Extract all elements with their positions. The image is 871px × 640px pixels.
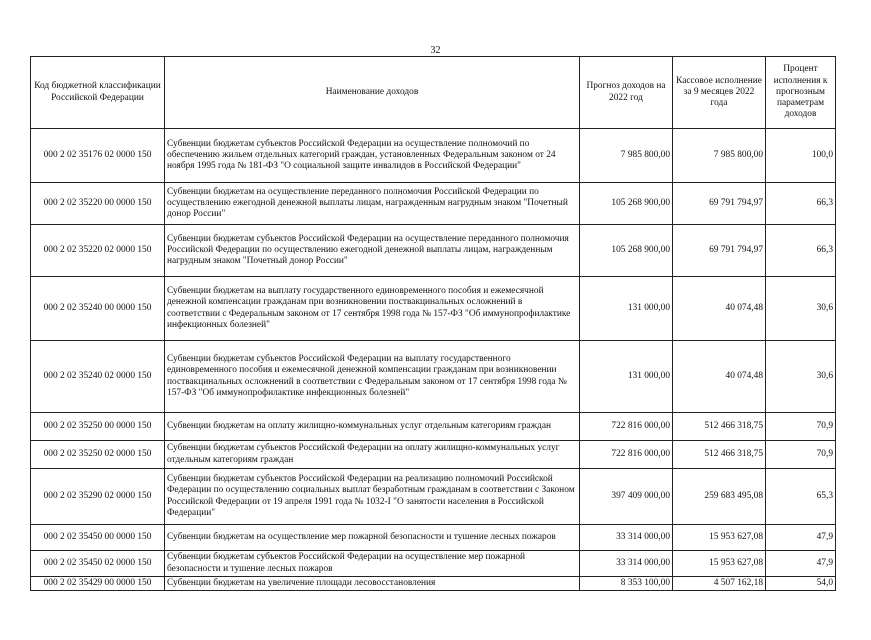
cell-code: 000 2 02 35450 02 0000 150 bbox=[31, 551, 165, 577]
cell-code: 000 2 02 35240 00 0000 150 bbox=[31, 277, 165, 341]
table-header-row bbox=[31, 57, 836, 129]
cell-execution: 7 985 800,00 bbox=[673, 129, 766, 183]
cell-execution: 15 953 627,08 bbox=[673, 525, 766, 551]
header-name: Наименование доходов bbox=[165, 57, 580, 129]
cell-execution: 69 791 794,97 bbox=[673, 183, 766, 225]
table-row bbox=[31, 129, 836, 183]
cell-forecast: 33 314 000,00 bbox=[580, 525, 673, 551]
table-row bbox=[31, 577, 836, 591]
cell-forecast: 131 000,00 bbox=[580, 277, 673, 341]
cell-code: 000 2 02 35450 00 0000 150 bbox=[31, 525, 165, 551]
cell-percent: 100,0 bbox=[766, 129, 836, 183]
table-row bbox=[31, 183, 836, 225]
cell-execution: 512 466 318,75 bbox=[673, 413, 766, 441]
cell-code: 000 2 02 35429 00 0000 150 bbox=[31, 577, 165, 591]
table-row bbox=[31, 525, 836, 551]
cell-percent: 70,9 bbox=[766, 413, 836, 441]
header-execution: Кассовое исполнение за 9 месяцев 2022 года bbox=[673, 57, 766, 129]
header-percent: Процент исполнения к прогнозным параметрам доходов bbox=[766, 57, 836, 129]
cell-execution: 40 074,48 bbox=[673, 341, 766, 413]
cell-execution: 40 074,48 bbox=[673, 277, 766, 341]
cell-name: Субвенции бюджетам субъектов Российской Федерации на осуществление мер пожарной безопасности и тушение лесных пожаров bbox=[165, 551, 580, 577]
table-row bbox=[31, 469, 836, 525]
cell-execution: 512 466 318,75 bbox=[673, 441, 766, 469]
header-code: Код бюджетной классификации Российской Федерации bbox=[31, 57, 165, 129]
cell-code: 000 2 02 35220 02 0000 150 bbox=[31, 225, 165, 277]
cell-forecast: 397 409 000,00 bbox=[580, 469, 673, 525]
cell-execution: 15 953 627,08 bbox=[673, 551, 766, 577]
cell-execution: 4 507 162,18 bbox=[673, 577, 766, 591]
cell-name: Субвенции бюджетам на увеличение площади лесовосстановления bbox=[165, 577, 580, 591]
cell-percent: 47,9 bbox=[766, 525, 836, 551]
cell-name: Субвенции бюджетам на выплату государственного единовременного пособия и ежемесячной денежной компенсации гражданам при возникновении поствакцинальных осложнений в соответствии с Федеральным законом от 17 сентября 1998 года № 157-ФЗ "Об иммунопрофилактике инфекционных болезней" bbox=[165, 277, 580, 341]
cell-percent: 47,9 bbox=[766, 551, 836, 577]
cell-forecast: 722 816 000,00 bbox=[580, 413, 673, 441]
table-row bbox=[31, 277, 836, 341]
cell-forecast: 7 985 800,00 bbox=[580, 129, 673, 183]
table-row bbox=[31, 225, 836, 277]
cell-execution: 259 683 495,08 bbox=[673, 469, 766, 525]
cell-code: 000 2 02 35250 00 0000 150 bbox=[31, 413, 165, 441]
cell-name: Субвенции бюджетам субъектов Российской Федерации на реализацию полномочий Российской Федерации по осуществлению социальных выплат безработным гражданам в соответствии с Законом Российской Федерации от 19 апреля 1991 года № 1032-I "О занятости населения в Российской Федерации" bbox=[165, 469, 580, 525]
cell-forecast: 8 353 100,00 bbox=[580, 577, 673, 591]
cell-name: Субвенции бюджетам субъектов Российской Федерации на выплату государственного единовременного пособия и ежемесячной денежной компенсации гражданам при возникновении поствакцинальных осложнений в соответствии с Федеральным законом от 17 сентября 1998 года № 157-ФЗ "Об иммунопрофилактике инфекционных болезней" bbox=[165, 341, 580, 413]
cell-forecast: 131 000,00 bbox=[580, 341, 673, 413]
revenue-table bbox=[30, 56, 836, 591]
cell-forecast: 105 268 900,00 bbox=[580, 183, 673, 225]
cell-execution: 69 791 794,97 bbox=[673, 225, 766, 277]
cell-code: 000 2 02 35290 02 0000 150 bbox=[31, 469, 165, 525]
cell-name: Субвенции бюджетам на осуществление мер пожарной безопасности и тушение лесных пожаров bbox=[165, 525, 580, 551]
cell-percent: 54,0 bbox=[766, 577, 836, 591]
header-forecast: Прогноз доходов на 2022 год bbox=[580, 57, 673, 129]
cell-name: Субвенции бюджетам субъектов Российской Федерации на осуществление полномочий по обеспечению жильем отдельных категорий граждан, установленных Федеральным законом от 24 ноября 1995 года № 181-ФЗ "О социальной защите инвалидов в Российской Федерации" bbox=[165, 129, 580, 183]
cell-percent: 66,3 bbox=[766, 183, 836, 225]
cell-percent: 30,6 bbox=[766, 341, 836, 413]
cell-name: Субвенции бюджетам на оплату жилищно-коммунальных услуг отдельным категориям граждан bbox=[165, 413, 580, 441]
cell-name: Субвенции бюджетам субъектов Российской Федерации на осуществление переданного полномочия Российской Федерации по осуществлению ежегодной денежной выплаты лицам, награжденным нагрудным знаком "Почетный донор России" bbox=[165, 225, 580, 277]
cell-forecast: 33 314 000,00 bbox=[580, 551, 673, 577]
cell-code: 000 2 02 35240 02 0000 150 bbox=[31, 341, 165, 413]
page-number: 32 bbox=[430, 45, 441, 56]
cell-percent: 70,9 bbox=[766, 441, 836, 469]
cell-percent: 66,3 bbox=[766, 225, 836, 277]
cell-forecast: 105 268 900,00 bbox=[580, 225, 673, 277]
cell-forecast: 722 816 000,00 bbox=[580, 441, 673, 469]
table-row bbox=[31, 551, 836, 577]
table-row bbox=[31, 341, 836, 413]
table-row bbox=[31, 413, 836, 441]
cell-code: 000 2 02 35220 00 0000 150 bbox=[31, 183, 165, 225]
cell-percent: 65,3 bbox=[766, 469, 836, 525]
cell-code: 000 2 02 35250 02 0000 150 bbox=[31, 441, 165, 469]
cell-name: Субвенции бюджетам на осуществление переданного полномочия Российской Федерации по осуществлению ежегодной денежной выплаты лицам, награжденным нагрудным знаком "Почетный донор России" bbox=[165, 183, 580, 225]
cell-name: Субвенции бюджетам субъектов Российской Федерации на оплату жилищно-коммунальных услуг отдельным категориям граждан bbox=[165, 441, 580, 469]
cell-code: 000 2 02 35176 02 0000 150 bbox=[31, 129, 165, 183]
cell-percent: 30,6 bbox=[766, 277, 836, 341]
table-row bbox=[31, 441, 836, 469]
